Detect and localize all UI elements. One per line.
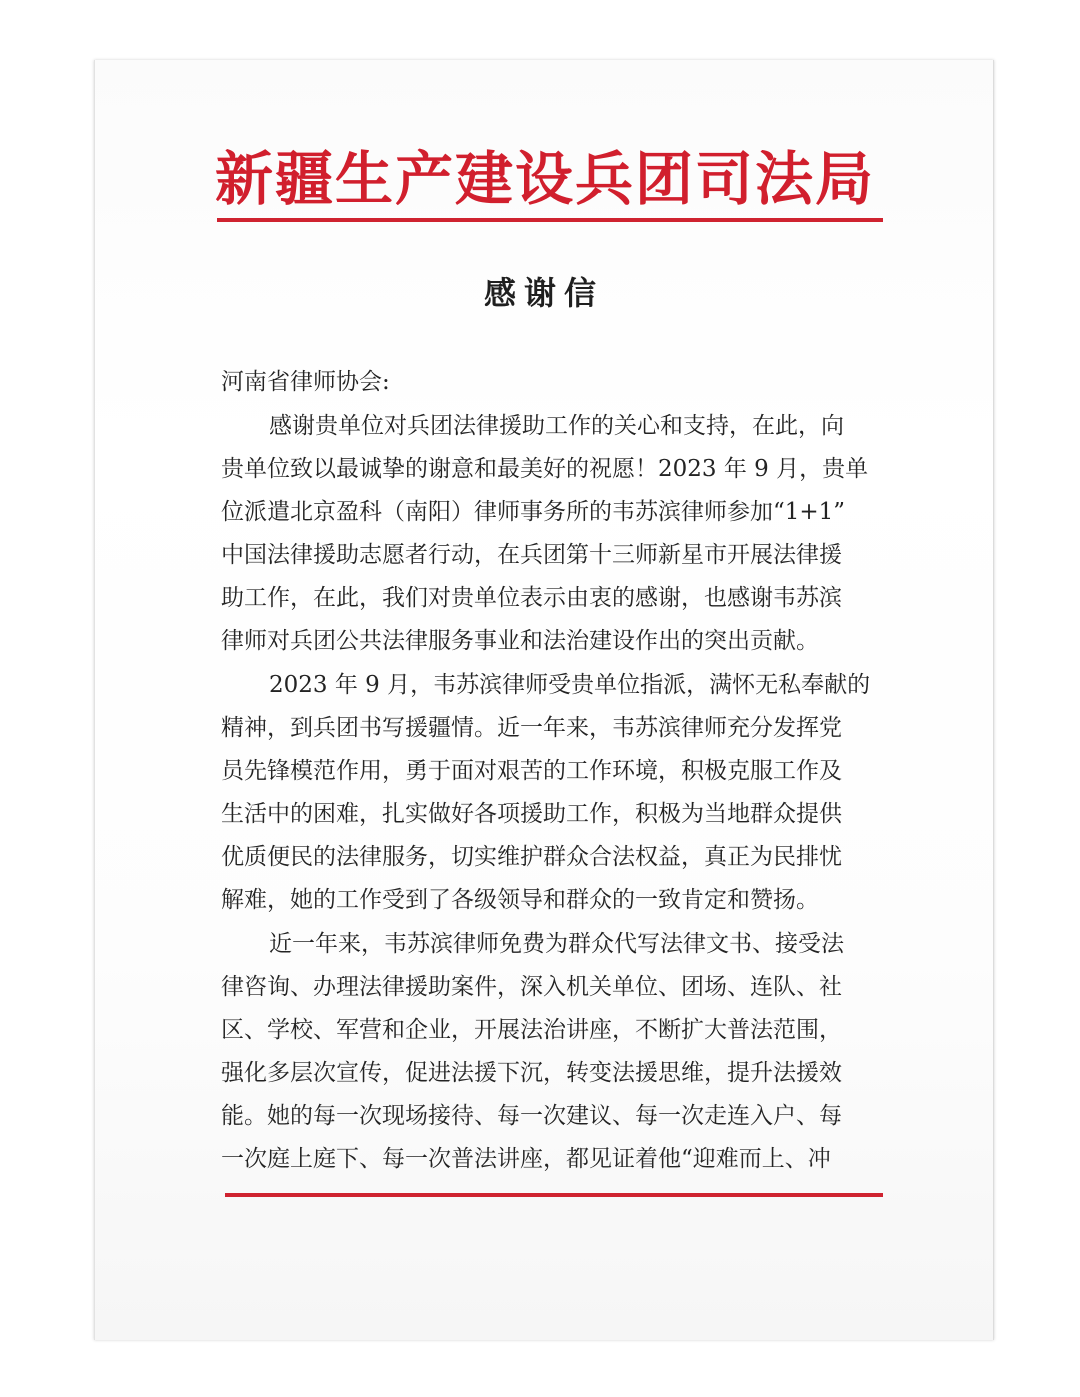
body-line: 感谢贵单位对兵团法律援助工作的关心和支持，在此，向 xyxy=(269,413,844,439)
body-line: 律咨询、办理法律援助案件，深入机关单位、团场、连队、社 xyxy=(221,974,842,1000)
body-line: 律师对兵团公共法律服务事业和法治建设作出的突出贡献。 xyxy=(221,628,819,654)
letter-title: 感谢信 xyxy=(483,274,604,312)
body-line: 中国法律援助志愿者行动，在兵团第十三师新星市开展法律援 xyxy=(221,542,842,568)
body-line: 位派遣北京盈科（南阳）律师事务所的韦苏滨律师参加“1+1” xyxy=(221,499,846,525)
body-line: 助工作，在此，我们对贵单位表示由衷的感谢，也感谢韦苏滨 xyxy=(221,585,842,611)
body-line: 生活中的困难，扎实做好各项援助工作，积极为当地群众提供 xyxy=(221,801,842,827)
body-line: 优质便民的法律服务，切实维护群众合法权益，真正为民排忧 xyxy=(221,844,842,870)
body-line: 解难，她的工作受到了各级领导和群众的一致肯定和赞扬。 xyxy=(221,887,819,913)
body-line: 员先锋模范作用，勇于面对艰苦的工作环境，积极克服工作及 xyxy=(221,758,842,784)
footer-red-rule xyxy=(225,1193,883,1197)
body-line: 强化多层次宣传，促进法援下沉，转变法援思维，提升法援效 xyxy=(221,1060,842,1086)
letter-paper xyxy=(94,60,994,1340)
body-line: 贵单位致以最诚挚的谢意和最美好的祝愿！2023 年 9 月，贵单 xyxy=(221,456,869,482)
letter-salutation: 河南省律师协会: xyxy=(221,369,390,395)
body-line: 一次庭上庭下、每一次普法讲座，都见证着他“迎难而上、冲 xyxy=(221,1146,831,1172)
body-line: 2023 年 9 月，韦苏滨律师受贵单位指派，满怀无私奉献的 xyxy=(269,672,871,698)
body-line: 能。她的每一次现场接待、每一次建议、每一次走连入户、每 xyxy=(221,1103,842,1129)
body-line: 区、学校、军营和企业，开展法治讲座，不断扩大普法范围， xyxy=(221,1017,842,1043)
letterhead-title: 新疆生产建设兵团司法局 xyxy=(215,145,876,213)
letterhead-red-rule xyxy=(217,218,883,222)
body-line: 近一年来，韦苏滨律师免费为群众代写法律文书、接受法 xyxy=(269,931,844,957)
body-line: 精神，到兵团书写援疆情。近一年来，韦苏滨律师充分发挥党 xyxy=(221,715,842,741)
